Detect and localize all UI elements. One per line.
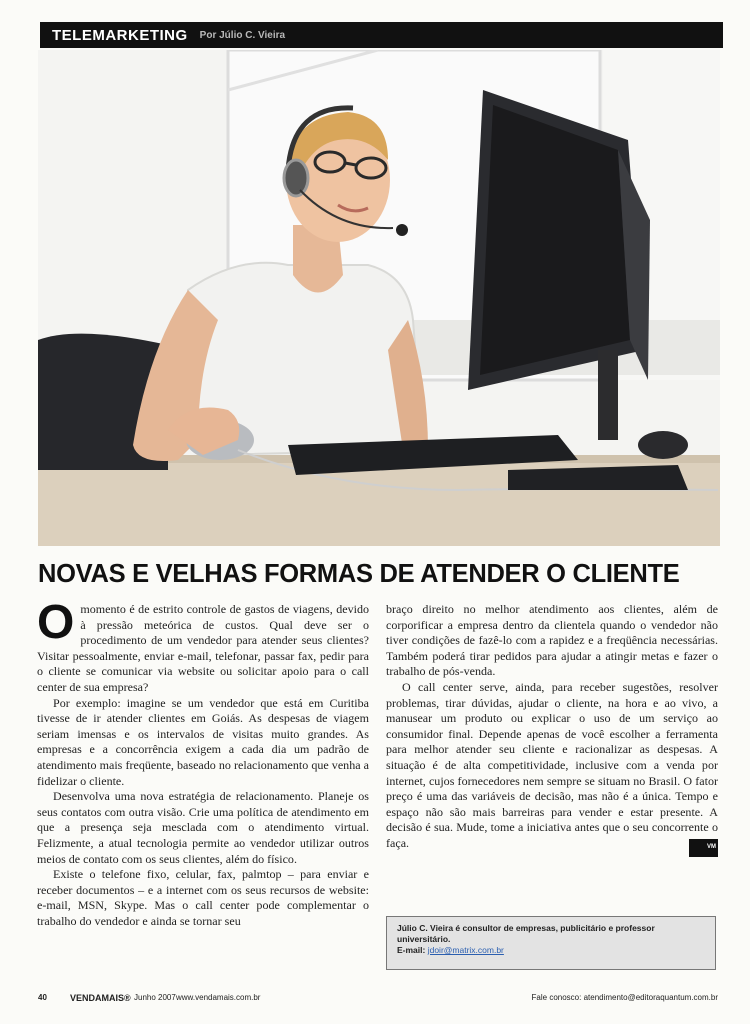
article-paragraph: Omomento é de estrito controle de gastos de viagens, devido à pressão meteórica de custos. Qual deve ser o procedimento de um vendedor para atender seus clientes? Visitar pessoalmente, enviar e-mail, telefonar, passar fax, pedir para o cliente se comunicar via website ou solicitar apoio para o call center de sua empresa? <box>37 596 369 694</box>
article-headline: NOVAS E VELHAS FORMAS DE ATENDER O CLIENTE <box>38 560 680 588</box>
issue-date: Junho 2007 <box>134 993 176 1002</box>
drop-cap: O <box>37 596 75 649</box>
author-bio-box <box>386 916 716 970</box>
article-paragraph: Desenvolva uma nova estratégia de relacionamento. Planeje os seus contatos com outra visão. Crie uma política de atendimento em que a presença seja mesclada com o atendimento virtual. Felizmente, a atual tecnologia permite ao vendedor utilizar outros meios de contato com os seus clientes, além do físico. <box>37 789 369 866</box>
magazine-name: VENDAMAIS® <box>70 993 131 1003</box>
magazine-website[interactable]: www.vendamais.com.br <box>176 993 261 1002</box>
article-column-left <box>37 596 369 929</box>
author-bio-text: Júlio C. Vieira é consultor de empresas, publicitário e professor universitário. <box>397 923 655 944</box>
end-mark: VM <box>689 839 718 857</box>
page-number: 40 <box>38 993 47 1002</box>
telemarketing-operator-photo <box>38 50 720 546</box>
page-footer <box>38 993 718 1007</box>
contact-email[interactable]: Fale conosco: atendimento@editoraquantum.com.br <box>531 993 718 1002</box>
article-paragraph: braço direito no melhor atendimento aos clientes, além de corporificar a empresa dentro da clientela quando o vendedor não tiver condições de fazê-lo com a rapidez e a freqüência necessárias. Também poderá tirar pedidos para ajudar a atingir metas e fazer o trabalho de pós-venda. <box>386 602 718 679</box>
article-paragraph: O call center serve, ainda, para receber sugestões, resolver problemas, tirar dúvidas, ajudar o cliente, na hora e ao vivo, a manusear um produto ou explicar o uso de um serviço ao consumidor final. Depende apenas de você escolher a ferramenta para melhor atender seu cliente e racionalizar as despesas. A situação é de alta competitividade, inclusive com a venda por internet, cujos fornecedores nem sempre se situam no Brasil. O fator preço é uma das variáveis de decisão, mas não é a única. Tempo e espaço não são mais barreiras para vender e estar presente. A decisão é sua. Mude, tome a iniciativa antes que o seu concorrente o faça. VM <box>386 680 718 852</box>
photo-illustration <box>38 50 720 546</box>
author-email-line <box>397 945 705 956</box>
article-paragraph: Existe o telefone fixo, celular, fax, palmtop – para enviar e receber documentos – e a internet com os seus recursos de website: e-mail, MSN, Skype. Mas o call center pode complementar o trabalho do vendedor e ainda se tornar seu <box>37 867 369 928</box>
section-header-bar <box>40 22 723 48</box>
article-column-right <box>386 602 718 857</box>
section-label: TELEMARKETING <box>52 26 188 44</box>
article-paragraph: Por exemplo: imagine se um vendedor que está em Curitiba tivesse de ir atender clientes em Goiás. As despesas de viagem seriam imensas e os intervalos de visitas muito grandes. As empresas e a concorrência exigem a cada dia um padrão de atendimento mais freqüente, baseado no relacionamento que venha a fidelizar o cliente. <box>37 695 369 788</box>
email-label: E-mail: <box>397 945 426 955</box>
author-email-link[interactable]: jdoir@matrix.com.br <box>427 945 504 955</box>
byline: Por Júlio C. Vieira <box>199 29 286 41</box>
